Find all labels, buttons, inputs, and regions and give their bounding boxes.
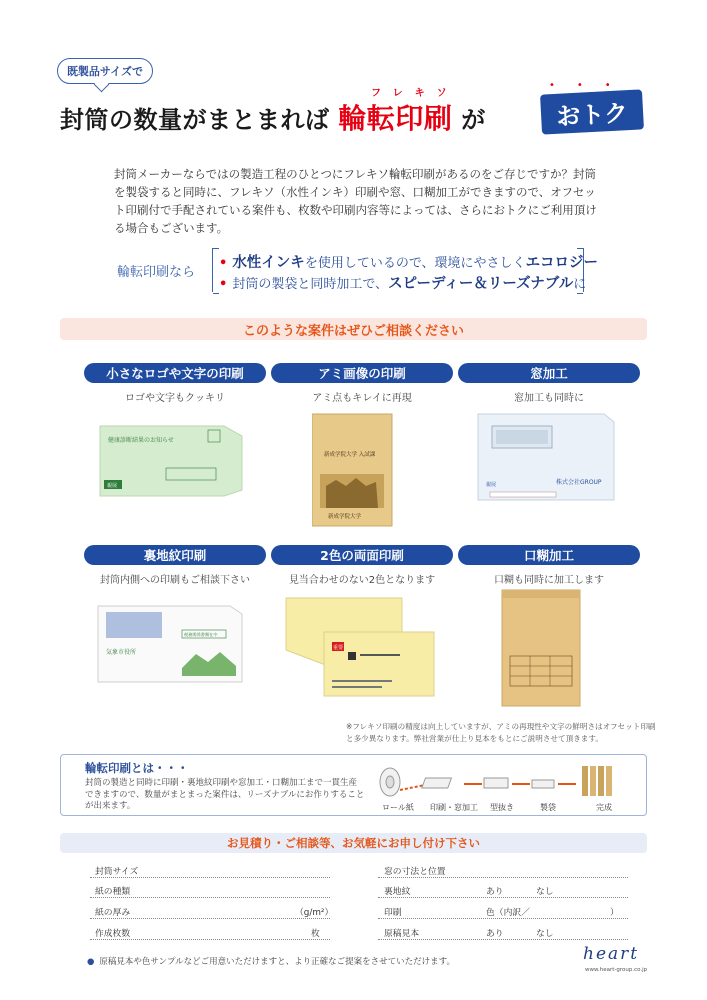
form-label: 紙の厚み bbox=[95, 908, 131, 918]
form-option: あり bbox=[486, 929, 504, 939]
case-subtitle: 封筒内側への印刷もご相談下さい bbox=[100, 575, 250, 586]
case-title: 裏地紋印刷 bbox=[84, 545, 266, 565]
case-subtitle: 口糊も同時に加工します bbox=[494, 575, 604, 586]
case-title: 小さなロゴや文字の印刷 bbox=[84, 363, 266, 383]
case-title: 口糊加工 bbox=[458, 545, 640, 565]
form-label: 封筒サイズ bbox=[95, 867, 139, 877]
size-bubble: 既製品サイズで bbox=[57, 58, 153, 84]
form-option: 色（内訳／ bbox=[486, 908, 530, 918]
flow-step-label: 完成 bbox=[596, 803, 612, 812]
benefits-label: 輪転印刷なら bbox=[117, 265, 196, 280]
form-line bbox=[378, 897, 628, 898]
form-label: 裏地紋 bbox=[384, 887, 411, 897]
company-url: www.heart-group.co.jp bbox=[585, 967, 648, 973]
envelope-label: 重要 bbox=[333, 645, 344, 651]
benefit-item: • 封筒の製袋と同時加工で、スピーディー＆リーズナブルに bbox=[219, 276, 587, 292]
form-label: 窓の寸法と位置 bbox=[384, 867, 446, 877]
envelope-adhesive bbox=[500, 586, 584, 710]
benefit-item: • 水性インキを使用しているので、環境にやさしくエコロジー bbox=[219, 255, 599, 271]
case-title: 2色の両面印刷 bbox=[271, 545, 453, 565]
case-title: アミ画像の印刷 bbox=[271, 363, 453, 383]
form-line bbox=[90, 939, 330, 940]
emphasis-dots: ••• bbox=[549, 80, 633, 91]
form-label: 印刷 bbox=[384, 908, 402, 918]
form-option: なし bbox=[536, 929, 554, 939]
contact-banner: お見積り・ご相談等、お気軽にお申し付け下さい bbox=[60, 833, 647, 853]
envelope-label: 親展 bbox=[486, 482, 497, 488]
case-subtitle: アミ点もキレイに再現 bbox=[312, 393, 412, 404]
form-label: 紙の種類 bbox=[95, 887, 131, 897]
envelope-two-color bbox=[284, 592, 444, 702]
form-unit: 枚 bbox=[311, 929, 320, 939]
envelope-logo-print bbox=[96, 420, 246, 498]
furigana-ruby: フレキソ bbox=[371, 88, 459, 99]
form-line bbox=[378, 877, 628, 878]
form-unit: （g/m²） bbox=[295, 908, 334, 918]
envelope-label: 新成学院大学 入試課 bbox=[324, 452, 376, 458]
flow-step-label: 印刷・窓加工 bbox=[430, 803, 478, 812]
consult-banner: このような案件はぜひご相談ください bbox=[60, 318, 647, 340]
form-line bbox=[90, 918, 330, 919]
envelope-label: 新成学院大学 bbox=[328, 514, 362, 520]
form-line bbox=[90, 897, 330, 898]
form-line bbox=[90, 877, 330, 878]
form-line bbox=[378, 918, 628, 919]
case-subtitle: ロゴや文字もクッキリ bbox=[125, 393, 225, 404]
footer-note: ● 原稿見本や色サンプルなどご用意いただけますと、より正確なご提案をさせていただけます。 bbox=[87, 957, 455, 967]
envelope-security-tint bbox=[96, 602, 246, 686]
headline-particle: が bbox=[461, 106, 486, 134]
envelope-label: 親展 bbox=[107, 483, 118, 489]
page-headline bbox=[60, 97, 486, 137]
heart-logo: heart bbox=[583, 944, 640, 964]
envelope-halftone bbox=[312, 412, 396, 528]
envelope-label: 健康診断結果のお知らせ bbox=[108, 437, 174, 444]
about-body: 封筒の製造と同時に印刷・裏地紋印刷や窓加工・口糊加工まで一貫生産できますので、数量がまとまった案件は、リーズナブルにお作りすることが出来ます。 bbox=[85, 778, 365, 811]
flow-step-label: ロール紙 bbox=[382, 803, 414, 812]
form-option: なし bbox=[536, 887, 554, 897]
about-title: 輪転印刷とは・・・ bbox=[85, 761, 189, 775]
case-subtitle: 窓加工も同時に bbox=[514, 393, 584, 404]
precision-note: ※フレキソ印刷の精度は向上していますが、アミの再現性や文字の鮮明さはオフセット印刷と多少異なります。弊社営業が仕上り見本をもとにご説明させて頂きます。 bbox=[346, 722, 656, 743]
form-option: ） bbox=[610, 908, 619, 918]
process-flow-diagram bbox=[372, 760, 642, 800]
case-subtitle: 見当合わせのない2色となります bbox=[288, 575, 436, 586]
envelope-label: 株式会社GROUP bbox=[556, 479, 602, 486]
form-option: あり bbox=[486, 887, 504, 897]
intro-paragraph: 封筒メーカーならではの製造工程のひとつにフレキソ輪転印刷があるのをご存じですか？封筒を製袋すると同時に、フレキソ（水性インキ）印刷や窓、口糊加工ができますので、オフセット印刷付で手配されている案件も、枚数や印刷内容等によっては、さらにおトクにご利用頂ける場合もございます。 bbox=[114, 167, 597, 235]
headline-text: 封筒の数量がまとまれば bbox=[60, 106, 330, 134]
case-title: 窓加工 bbox=[458, 363, 640, 383]
flow-step-label: 製袋 bbox=[540, 803, 556, 812]
form-label: 原稿見本 bbox=[384, 929, 420, 939]
otoku-badge: おトク bbox=[540, 89, 644, 134]
envelope-window bbox=[476, 412, 616, 504]
form-label: 作成枚数 bbox=[95, 929, 131, 939]
envelope-label: 気象市役所 bbox=[106, 649, 137, 656]
envelope-label: 税務関係書類在中 bbox=[184, 632, 218, 637]
form-line bbox=[378, 939, 628, 940]
headline-highlight: 輪転印刷 bbox=[338, 102, 453, 135]
flow-step-label: 型抜き bbox=[490, 803, 514, 812]
bullet-icon: ● bbox=[87, 957, 95, 967]
